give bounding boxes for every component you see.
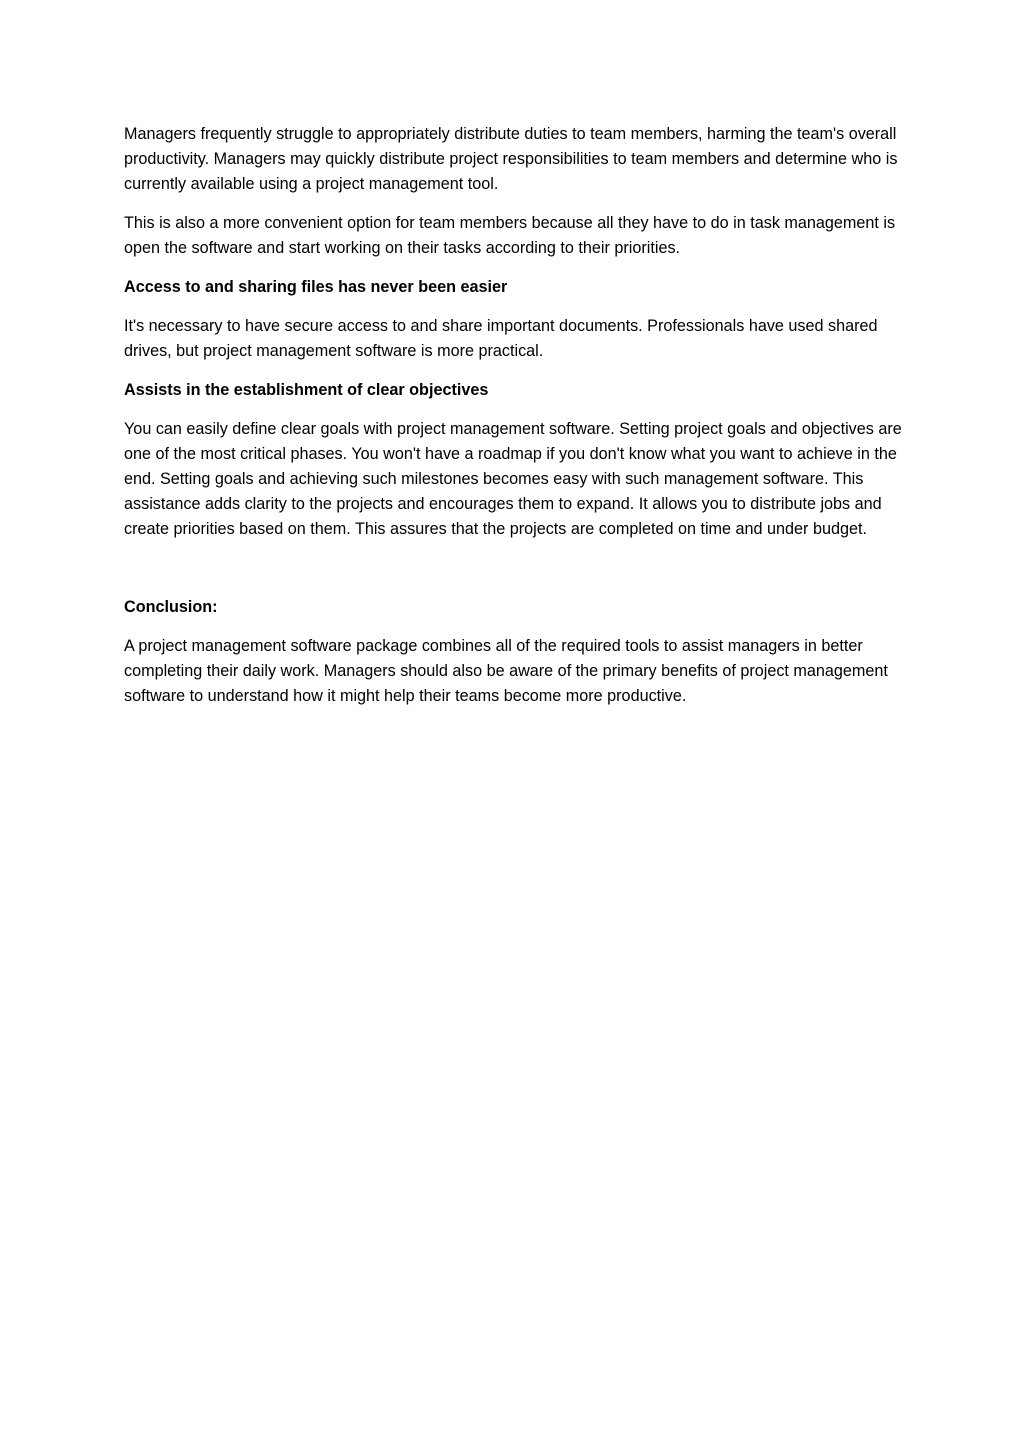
paragraph-file-sharing: It's necessary to have secure access to and share important documents. Professionals have used shared drives, but project management software is more practical. bbox=[124, 317, 878, 360]
paragraph-clear-objectives: You can easily define clear goals with project management software. Setting project goals and objectives are one of the most critical phases. You won't have a roadmap if you don't know what you want to achieve in the end. Setting goals and achieving such milestones becomes easy with such management software. This assistance adds clarity to the projects and encourages them to expand. It allows you to distribute jobs and create priorities based on them. This assures that the projects are completed on time and under budget. bbox=[124, 420, 902, 538]
heading-clear-objectives: Assists in the establishment of clear objectives bbox=[124, 381, 489, 399]
paragraph-convenience: This is also a more convenient option for team members because all they have to do in task management is open the software and start working on their tasks according to their priorities. bbox=[124, 214, 896, 257]
paragraph-conclusion: A project management software package combines all of the required tools to assist managers in better completing their daily work. Managers should also be aware of the primary benefits of project management software to understand how it might help their teams become more productive. bbox=[124, 637, 888, 705]
heading-conclusion: Conclusion: bbox=[124, 598, 218, 616]
blank-line bbox=[124, 556, 914, 581]
heading-file-sharing: Access to and sharing files has never been easier bbox=[124, 278, 508, 296]
paragraph-task-distribution: Managers frequently struggle to appropriately distribute duties to team members, harming the team's overall productivity. Managers may quickly distribute project responsibilities to team members and determine who is currently available using a project management tool. bbox=[124, 125, 898, 193]
document-body bbox=[124, 122, 914, 723]
